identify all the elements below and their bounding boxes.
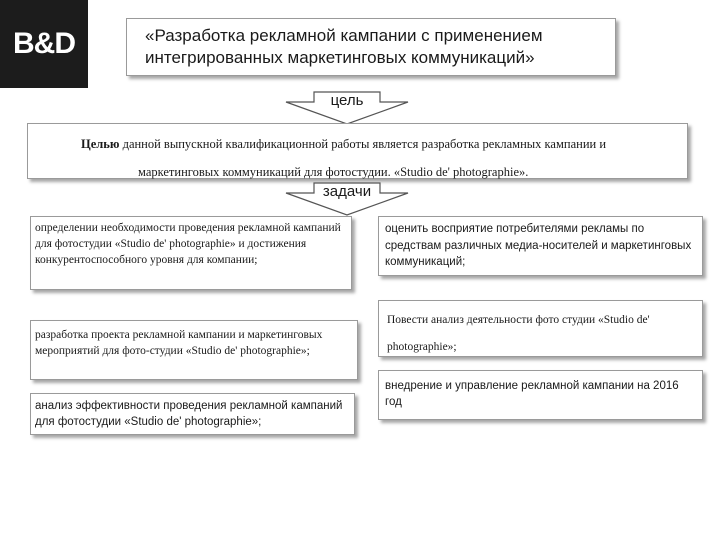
task-box-6: анализ эффективности проведения рекламной кампаний для фотостудии «Studio de' photographie»; — [30, 393, 355, 435]
goal-box — [27, 123, 688, 179]
task-box-3: Повести анализ деятельности фото студии «Studio de' photographie»; — [378, 300, 703, 357]
goal-line-1-text: данной выпускной квалификационной работы является разработка рекламных кампании и — [119, 137, 607, 151]
task-box-1: определении необходимости проведения рекламной кампаний для фотостудии «Studio de' photographie» и достижения конкурентоспособного уровня для компании; — [30, 216, 352, 290]
goal-line-2: маркетинговых коммуникаций для фотостудии. «Studio de' photographie». — [138, 165, 529, 179]
goal-bold-word: Целью — [81, 137, 120, 151]
goal-arrow-label: цель — [330, 92, 364, 109]
task-box-4: разработка проекта рекламной кампании и маркетинговых мероприятий для фото-студии «Studio de' photographie»; — [30, 320, 358, 380]
brand-logo: B&D — [0, 0, 88, 88]
task-box-5: внедрение и управление рекламной кампании на 2016 год — [378, 370, 703, 420]
title-box — [126, 18, 616, 76]
task-box-2: оценить восприятие потребителями рекламы по средствам различных медиа-носителей и маркетинговых коммуникаций; — [378, 216, 703, 276]
goal-line-1 — [81, 137, 606, 152]
title-line-2: интегрированных маркетинговых коммуникаций» — [145, 48, 535, 67]
title-line-1: «Разработка рекламной кампании с применением — [145, 26, 543, 45]
tasks-arrow-label: задачи — [322, 183, 372, 200]
